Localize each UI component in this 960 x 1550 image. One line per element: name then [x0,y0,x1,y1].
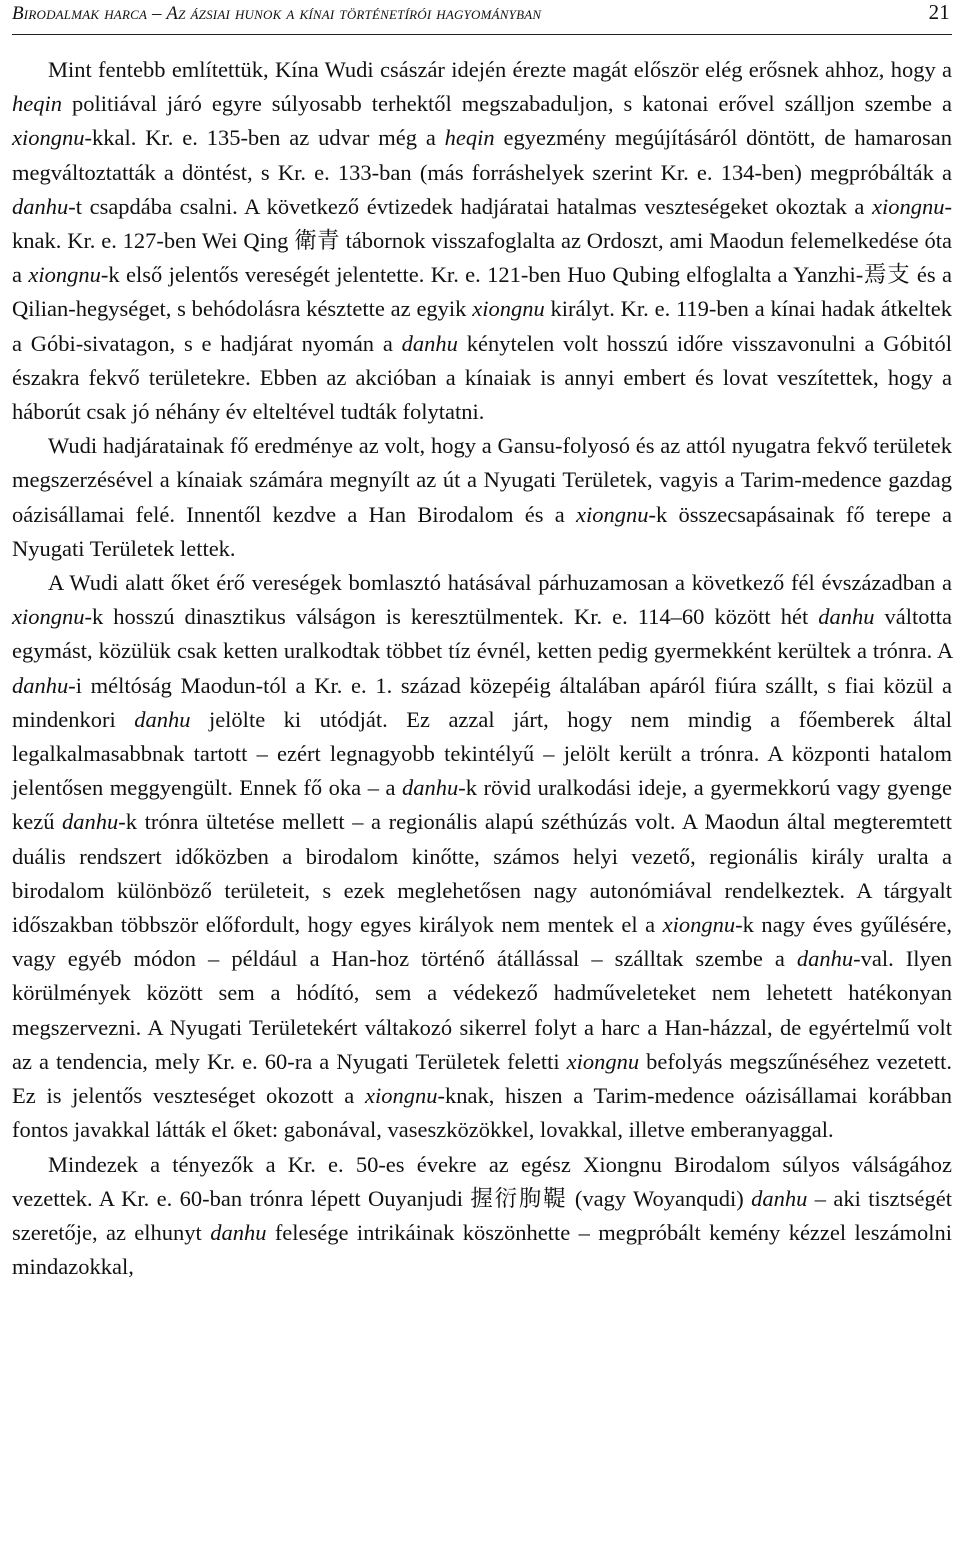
paragraph [12,53,952,429]
running-header [12,0,952,35]
text-run: jelölte ki utódját. Ez azzal járt, hogy nem mindig a főemberek által legalkalmasabbnak tartott – ezért legnagyobb tekintélyű – jelölt került a trónra. A központi hatalom jelentősen meggyengült. Ennek fő oka – a [12,706,953,801]
text-run: -k nagy éves gyűlésére, vagy egyéb módon – például a Han-hoz történő átállással – szálltak szembe a [12,912,953,972]
text-run: -k hosszú dinasztikus válságon is keresztülmentek. Kr. e. 114–60 között hét [84,604,819,630]
italic-term: danhu [12,193,69,219]
body-text [12,53,952,1284]
text-run: Mint fentebb említettük, Kína Wudi császár idején érezte magát először elég erősnek ahhoz, hogy a [48,57,952,82]
text-run: – aki tisztségét szeretője, az elhunyt [12,1185,952,1245]
paragraph [12,1148,952,1285]
text-run: -kkal. Kr. e. 135-ben az udvar még a [84,125,445,151]
paragraph [12,566,952,1147]
text-run: befolyás megszűnéséhez vezetett. Ez is jelentős veszteséget okozott a [12,1048,953,1109]
italic-term: danhu [134,706,191,732]
text-run: kénytelen volt hosszú időre visszavonulni a Góbitól északra fekvő területekre. Ebben az akcióban a kínaiak is annyi embert és lovat veszítettek, hogy a háborút csak jó néhány év elteltével tudták folytatni. [12,330,953,425]
text-run: -k rövid uralkodási ideje, a gyermekkorú vagy gyenge kezű [12,775,952,835]
italic-term: danhu [751,1185,808,1211]
text-run: A Wudi alatt őket érő vereségek bomlasztó hatásával párhuzamosan a következő fél évszázadban a [48,570,952,596]
italic-term: danhu [818,604,875,630]
italic-term: xiongnu [12,125,85,151]
italic-term: xiongnu [872,193,945,219]
italic-term: xiongnu [575,501,649,527]
italic-term: danhu [796,946,854,972]
text-run: politiával járó egyre súlyosabb terhektől megszabaduljon, s katonai erővel szálljon szembe a [62,91,952,117]
text-run: váltotta egymást, közülük csak ketten uralkodtak többet tíz évnél, ketten pedig gyermekként kerültek a trónra. A [12,604,952,664]
italic-term: danhu [401,330,458,356]
text-run: felesége intrikáinak köszönhette – megpróbált kemény kézzel leszámolni mindazokkal, [12,1219,952,1280]
italic-term: xiongnu [12,604,85,630]
text-run: egyezmény megújításáról döntött, de hamarosan megváltoztatták a döntést, s Kr. e. 133-ban (más forráshelyek szerint Kr. e. 134-ben) megpróbálták a [12,125,952,185]
text-run: -k összecsapásainak fő terepe a Nyugati Területek lettek. [12,501,953,561]
italic-term: danhu [402,775,459,801]
italic-term: heqin [444,125,495,151]
text-run: Mindezek a tényezők a Kr. e. 50-es évekre az egész Xiongnu Birodalom súlyos válságához vezettek. A Kr. e. 60-ban trónra lépett Ouyanjudi 握衍朐鞮 (vagy Woyanqudi) [12,1151,952,1211]
italic-term: xiongnu [472,296,545,322]
italic-term: heqin [12,91,62,117]
text-run: Wudi hadjáratainak fő eredménye az volt, hogy a Gansu-folyosó és az attól nyugatra fekvő területek megszerzésével a kínaiak számára megnyílt az út a Nyugati Területek, vagyis a Tarim-medence gazdag oázisállamai felé. Innentől kezdve a Han Birodalom és a [12,433,952,527]
running-title: Birodalmak harca – Az ázsiai hunok a kínai történetírói hagyományban [12,3,542,24]
italic-term: danhu [210,1219,267,1245]
text-run: -val. Ilyen körülmények között sem a hódító, sem a védekező hadműveleteket nem lehetett hatékonyan megszervezni. A Nyugati Területekért váltakozó sikerrel folyt a harc a Han-házzal, de egyértelmű volt az a tendencia, mely Kr. e. 60-ra a Nyugati Területek feletti [12,946,952,1074]
paragraph [12,429,952,566]
text-run: -knak. Kr. e. 127-ben Wei Qing 衛青 tábornok visszafoglalta az Ordoszt, ami Maodun felemelkedése óta a [12,193,952,288]
text-run: -k első jelentős vereségét jelentette. Kr. e. 121-ben Huo Qubing elfoglalta a Yanzhi-焉支 és a Qilian-hegységet, s behódolásra késztette az egyik [12,262,952,322]
italic-term: xiongnu [566,1048,640,1074]
text-run: királyt. Kr. e. 119-ben a kínai hadak átkeltek a Góbi-sivatagon, s e hadjárat nyomán a [12,296,952,356]
page-number: 21 [928,0,950,24]
italic-term: xiongnu [28,262,101,288]
italic-term: xiongnu [662,912,736,938]
italic-term: xiongnu [364,1083,438,1109]
text-run: -t csapdába csalni. A következő évtizedek hadjáratai hatalmas veszteségeket okoztak a [68,193,872,219]
italic-term: danhu [12,672,69,698]
text-run: -i méltóság Maodun-tól a Kr. e. 1. század közepéig általában apáról fiúra szállt, s fiai közül a mindenkori [12,672,952,732]
text-run: -knak, hiszen a Tarim-medence oázisállamai korábban fontos javakkal látták el őket: gabonával, vaseszközökkel, lovakkal, illetve emberanyaggal. [12,1083,952,1143]
italic-term: danhu [62,809,119,835]
text-run: -k trónra ültetése mellett – a regionális alapú széthúzás volt. A Maodun által megteremtett duális rendszert időközben a birodalom kinőtte, számos helyi vezető, regionális király uralta a birodalom különböző területeit, s ezek meglehetősen nagy autonómiával rendelkeztek. A tárgyalt időszakban többször előfordult, hogy egyes királyok nem mentek el a [12,809,952,938]
